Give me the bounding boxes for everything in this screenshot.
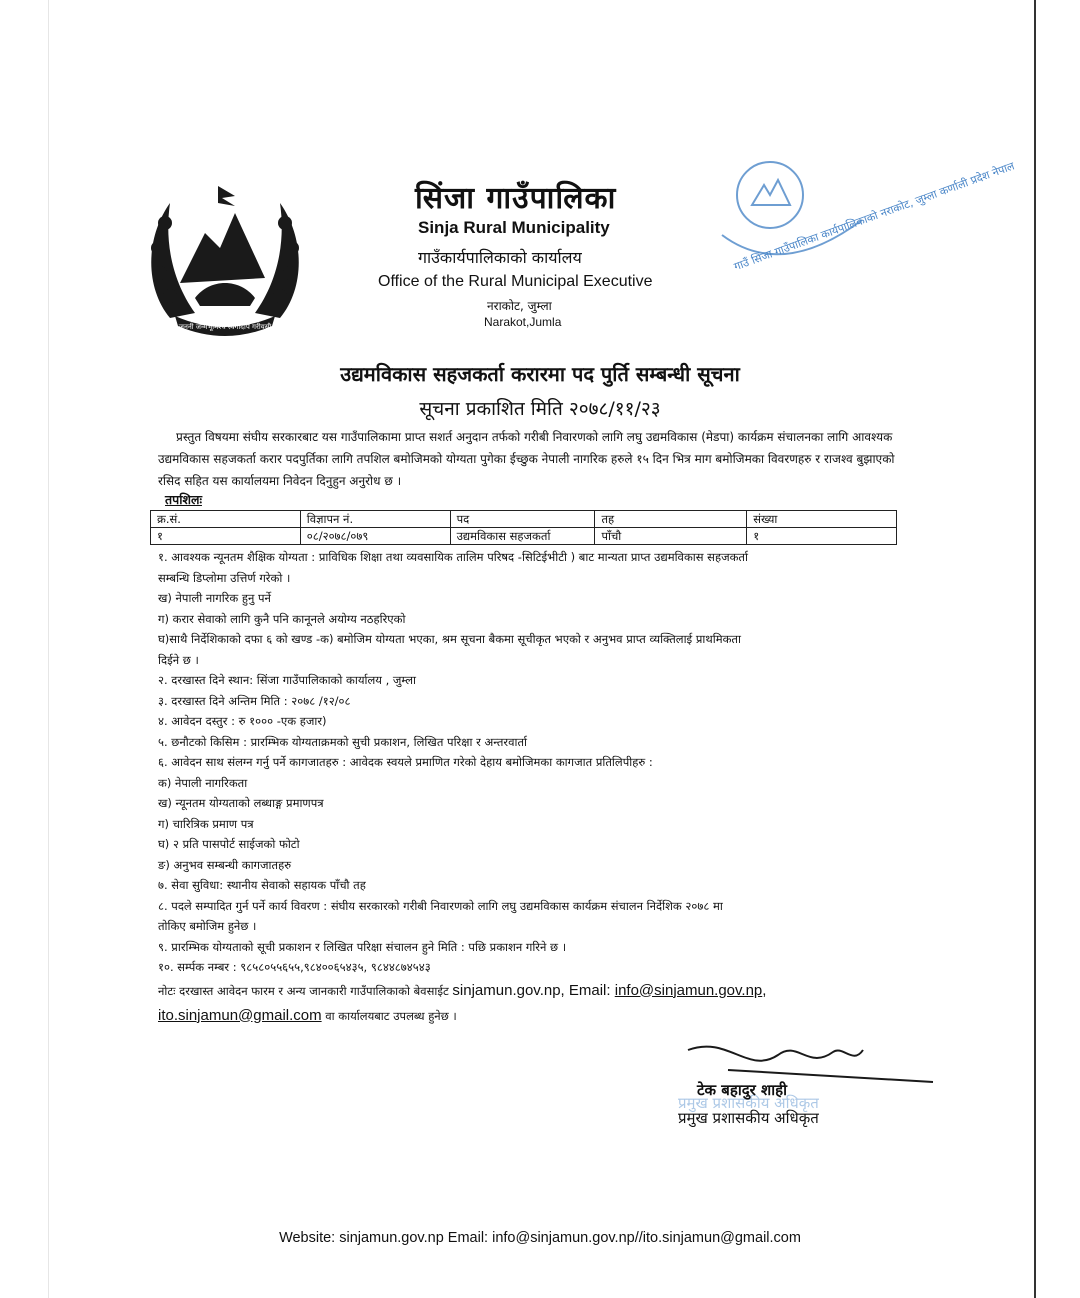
list-item: २. दरखास्त दिने स्थान: सिंजा गाउँपालिकाको कार्यालय , जुम्ला xyxy=(158,673,417,687)
official-seal-icon xyxy=(712,150,1017,290)
address-np: नराकोट, जुम्ला xyxy=(487,299,552,313)
signatory-title: प्रमुख प्रशासकीय अधिकृत xyxy=(678,1109,819,1127)
table-row xyxy=(151,528,897,545)
list-item: ङ) अनुभव सम्बन्धी कागजातहरु xyxy=(158,857,292,872)
list-item: ५. छनौटको किसिम : प्रारम्भिक योग्यताक्रमको सुची प्रकाशन, लिखित परिक्षा र अन्तरवार्ता xyxy=(158,734,527,749)
list-item: घ) २ प्रति पासपोर्ट साईजको फोटो xyxy=(158,837,300,851)
vacancy-table xyxy=(150,510,897,545)
list-item: घ)साथै निर्देशिकाको दफा ६ को खण्ड -क) बमोजिम योग्यता भएका, श्रम सूचना बैकमा सूचीकृत भएको र अनुभव प्राप्त व्यक्तिलाई प्राथमिकता xyxy=(158,632,741,646)
note-comma: , xyxy=(762,981,767,999)
note-website: sinjamun.gov.np, Email: xyxy=(452,981,615,999)
list-item: ७. सेवा सुविधा: स्थानीय सेवाको सहायक पाँचौ तह xyxy=(158,878,366,892)
list-item: क) नेपाली नागरिकता xyxy=(158,775,248,790)
table-header-cell: क्र.सं. xyxy=(151,511,301,528)
list-item: ३. दरखास्त दिने अन्तिम मिति : २०७८ /१२/०८ xyxy=(158,693,351,708)
nepal-emblem-icon xyxy=(140,178,310,348)
signature-stamp-text: प्रमुख प्रशासकीय अधिकृत xyxy=(678,1094,819,1112)
list-item: ९. प्रारम्भिक योग्यताको सूची प्रकाशन र लिखित परिक्षा संचालन हुने मिति : पछि प्रकाशन गरिने छ । xyxy=(158,939,567,954)
details-label: तपशिलः xyxy=(165,492,202,507)
list-item: १. आवश्यक न्यूनतम शैक्षिक योग्यता : प्राविधिक शिक्षा तथा व्यवसायिक तालिम परिषद -सिटिईभीटी ) बाट मान्यता प्राप्त उद्यमविकास सहजकर्ता xyxy=(158,550,748,564)
list-item: ग) चारित्रिक प्रमाण पत्र xyxy=(158,816,254,831)
table-header-cell: विज्ञापन नं. xyxy=(300,511,450,528)
note-line-2 xyxy=(158,1003,893,1028)
note-suffix: वा कार्यालयबाट उपलब्ध हुनेछ । xyxy=(321,1008,457,1023)
notice-details-list xyxy=(158,547,893,1028)
table-cell: पाँचौ xyxy=(595,528,747,545)
emblem-ribbon-text: जननी जन्मभूमिश्च स्वर्गादपि गरीयसी xyxy=(178,323,272,331)
table-cell: उद्यमविकास सहजकर्ता xyxy=(450,528,595,545)
list-item: ४. आवेदन दस्तुर : रु १००० -एक हजार) xyxy=(158,714,327,728)
notice-title: उद्यमविकास सहजकर्ता करारमा पद पुर्ति सम्बन्धी सूचना xyxy=(340,362,740,386)
list-item: १०. सर्म्पक नम्बर : ९८५८०५५६५५,९८४००६५४३५, ९८४४८७४५४३ xyxy=(158,960,431,974)
table-header-cell: पद xyxy=(450,511,595,528)
table-cell: १ xyxy=(747,528,897,545)
footer-contact: Website: sinjamun.gov.np Email: info@sinjamun.gov.np//ito.sinjamun@gmail.com xyxy=(279,1230,801,1246)
list-item: दिईने छ । xyxy=(158,652,199,667)
address-en: Narakot,Jumla xyxy=(484,315,562,329)
note-prefix: नोटः दरखास्त आवेदन फारम र अन्य जानकारी गाउँपालिकाको बेवसाईट xyxy=(158,983,453,998)
office-name-en: Office of the Rural Municipal Executive xyxy=(378,273,653,290)
list-item: ग) करार सेवाको लागि कुनै पनि कानूनले अयोग्य नठहरिएको xyxy=(158,611,406,626)
table-header-row xyxy=(151,511,897,528)
municipality-name-np: सिंजा गाउँपालिका xyxy=(415,181,617,216)
email-link-ito[interactable]: ito.sinjamun@gmail.com xyxy=(158,1006,322,1024)
table-header-cell: संख्या xyxy=(747,511,897,528)
list-item: ख) नेपाली नागरिक हुनु पर्ने xyxy=(158,591,271,605)
list-item: ख) न्यूनतम योग्यताको लब्धाङ्ग प्रमाणपत्र xyxy=(158,796,324,810)
table-cell: १ xyxy=(151,528,301,545)
municipality-name-en: Sinja Rural Municipality xyxy=(418,218,610,237)
seal-text: गाउँ सिंजा गाउँपालिका कार्यपालिकाको नराकोट, जुम्ला कर्णाली प्रदेश नेपाल xyxy=(732,159,1017,274)
signatory-name: टेक बहादुर शाही xyxy=(697,1081,787,1099)
email-link-info[interactable]: info@sinjamun.gov.np xyxy=(614,981,763,999)
table-header-cell: तह xyxy=(595,511,747,528)
list-item: ६. आवेदन साथ संलग्न गर्नु पर्ने कागजातहरु : आवेदक स्वयले प्रमाणित गरेको देहाय बमोजिमका कागजात प्रतिलिपीहरु : xyxy=(158,755,653,769)
notice-published-date: सूचना प्रकाशित मिति २०७८/११/२३ xyxy=(419,398,661,420)
table-cell: ०८/२०७८/०७९ xyxy=(300,528,450,545)
list-item: तोकिए बमोजिम हुनेछ । xyxy=(158,919,257,933)
list-item: ८. पदले सम्पादित गुर्न पर्ने कार्य विवरण : संघीय सरकारको गरीबी निवारणको लागि लघु उद्यमविकास कार्यक्रम संचालन निर्देशिक २०७८ मा xyxy=(158,898,723,913)
notice-intro-paragraph: प्रस्तुत विषयमा संघीय सरकारबाट यस गाउँपालिकामा प्राप्त सशर्त अनुदान तर्फको गरीबी निवारणको लागि लघु उद्यमविकास (मेडपा) कार्यक्रम संचालनका लागि आवश्यक उद्यमविकास सहजकर्ता करार पदपुर्तिका लागि तपशिल बमोजिमको योग्यता पुगेका ईच्छुक नेपाली नागरिक हरुले १५ दिन भित्र माग बमोजिमका विवरणहरु र राजश्व बुझाएको रसिद सहित यस कार्यालयमा निवेदन दिनुहुन अनुरोध छ । xyxy=(158,430,895,488)
list-item: सम्बन्धि डिप्लोमा उत्तिर्ण गरेको । xyxy=(158,570,291,585)
note-line xyxy=(158,978,893,1003)
office-name-np: गाउँकार्यपालिकाको कार्यालय xyxy=(418,248,582,267)
